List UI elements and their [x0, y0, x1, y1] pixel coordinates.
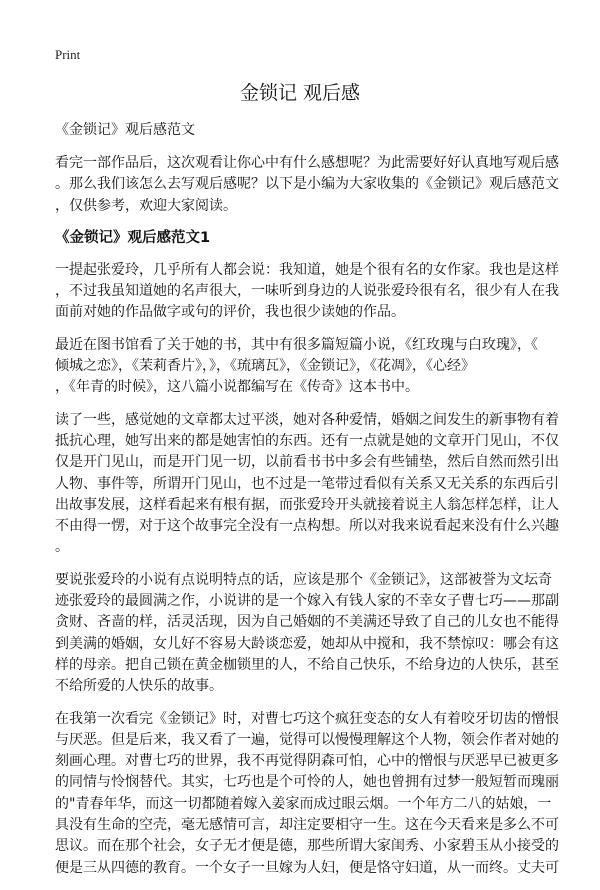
text-line: 读了一些，感觉她的文章都太过平淡，她对各种爱情，婚姻之间发生的新事物有着 — [55, 411, 559, 428]
text-line: 看完一部作品后，这次观看让你心中有什么感想呢？为此需要好好认真地写观后感 — [55, 155, 559, 171]
essay-paragraph — [55, 260, 559, 324]
intro-paragraph — [55, 153, 559, 217]
essay-paragraph — [55, 709, 559, 879]
text-line: ，《年青的时候》，这八篇小说都编写在《传奇》这本书中。 — [55, 379, 419, 396]
text-line: 思议。而在那个社会，女子无才便是德，那些所谓大家闺秀、小家碧玉从小接受的 — [55, 838, 559, 855]
text-line: 在我第一次看完《金锁记》时，对曹七巧这个疯狂变态的女人有着咬牙切齿的憎恨 — [55, 710, 559, 727]
text-line: 不由得一愣，对于这个故事完全没有一点构想。所以对我来说看起来没有什么兴趣 — [55, 518, 559, 535]
text-line: 到美满的婚姻，女儿好不容易大龄谈恋爱，她却从中搅和，我不禁惊叹：哪会有这 — [55, 635, 559, 652]
document-body — [55, 120, 559, 890]
section-heading: 《金锁记》观后感范文1 — [55, 229, 211, 246]
essay-paragraph — [55, 335, 555, 399]
text-line: 的同情与怜悯替代。其实，七巧也是个可怜的人，她也曾拥有过梦一般短暂而瑰丽 — [55, 774, 559, 791]
text-line: 仅是开门见山，而是开门见一切，以前看书书中多会有些铺垫，然后自然而然引出 — [55, 454, 559, 471]
text-line: 。 — [55, 539, 69, 556]
text-line: 贪财、吝啬的样，活灵活现，因为自己婚姻的不美满还导致了自己的儿女也不能得 — [55, 614, 559, 631]
text-line: 。那么我们该怎么去写观后感呢？以下是小编为大家收集的《金锁记》观后感范文 — [55, 176, 559, 193]
text-line: 与厌恶。但是后来，我又看了一遍，觉得可以慢慢理解这个人物，领会作者对她的 — [55, 731, 559, 748]
text-line: 要说张爱玲的小说有点说明特点的话，应该是那个《金锁记》，这部被誉为文坛奇 — [55, 571, 552, 588]
text-line: 面前对她的作品做字或句的评价，我也很少读她的作品。 — [55, 304, 405, 321]
text-line: 样的母亲。把自己锁在黄金枷锁里的人，不给自己快乐，不给身边的人快乐，甚至 — [55, 656, 559, 673]
text-line: 刻画心理。对曹七巧的世界，我不再觉得阴森可怕，心中的憎恨与厌恶早已被更多 — [55, 753, 559, 770]
text-line: ，不过我虽知道她的名声很大，一味听到身边的人说张爱玲很有名，很少有人在我 — [55, 283, 559, 300]
text-line: 迹张爱玲的最圆满之作，小说讲的是一个嫁入有钱人家的不幸女子曹七巧——那副 — [55, 593, 559, 610]
text-line: 倾城之恋》，《茉莉香片》，》，《琉璃瓦》，《金锁记》，《花凋》，《心经》 — [55, 358, 475, 375]
text-line: 具没有生命的空壳，毫无感情可言，却注定要相守一生。这在今天看来是多么不可 — [55, 817, 559, 834]
print-link[interactable]: Print — [55, 47, 81, 62]
text-line: 不给所爱的人快乐的故事。 — [55, 678, 223, 695]
text-line: 便是三从四德的教育。一个女子一旦嫁为人妇，便是恪守妇道，从一而终。丈夫可 — [55, 859, 559, 876]
text-line: 的"青春年华，而这一切都随着嫁入姜家而成过眼云烟。一个年方二八的姑娘，一 — [55, 795, 552, 812]
text-line: 人物、事件等，所谓开门见山，也不过是一笔带过看似有关系又无关系的东西后引 — [55, 475, 559, 492]
page-title: 金锁记 观后感 — [239, 82, 361, 104]
text-line: ，仅供参考，欢迎大家阅读。 — [55, 197, 237, 214]
essay-paragraph — [55, 410, 559, 559]
text-line: 一提起张爱玲，几乎所有人都会说：我知道，她是个很有名的女作家。我也是这样 — [55, 261, 559, 278]
text-line: 出故事发展，这样看起来有根有据，而张爱玲开头就接着说主人翁怎样怎样，让人 — [55, 496, 559, 513]
essay-paragraphs — [55, 260, 559, 879]
text-line: 抵抗心理，她写出来的都是她害怕的东西。还有一点就是她的文章开门见山，不仅 — [55, 432, 559, 449]
document-subtitle: 《金锁记》观后感范文 — [55, 122, 195, 138]
text-line: 最近在图书馆看了关于她的书，其中有很多篇短篇小说，《红玫瑰与白玫瑰》，《 — [55, 336, 538, 353]
essay-paragraph — [55, 570, 559, 698]
